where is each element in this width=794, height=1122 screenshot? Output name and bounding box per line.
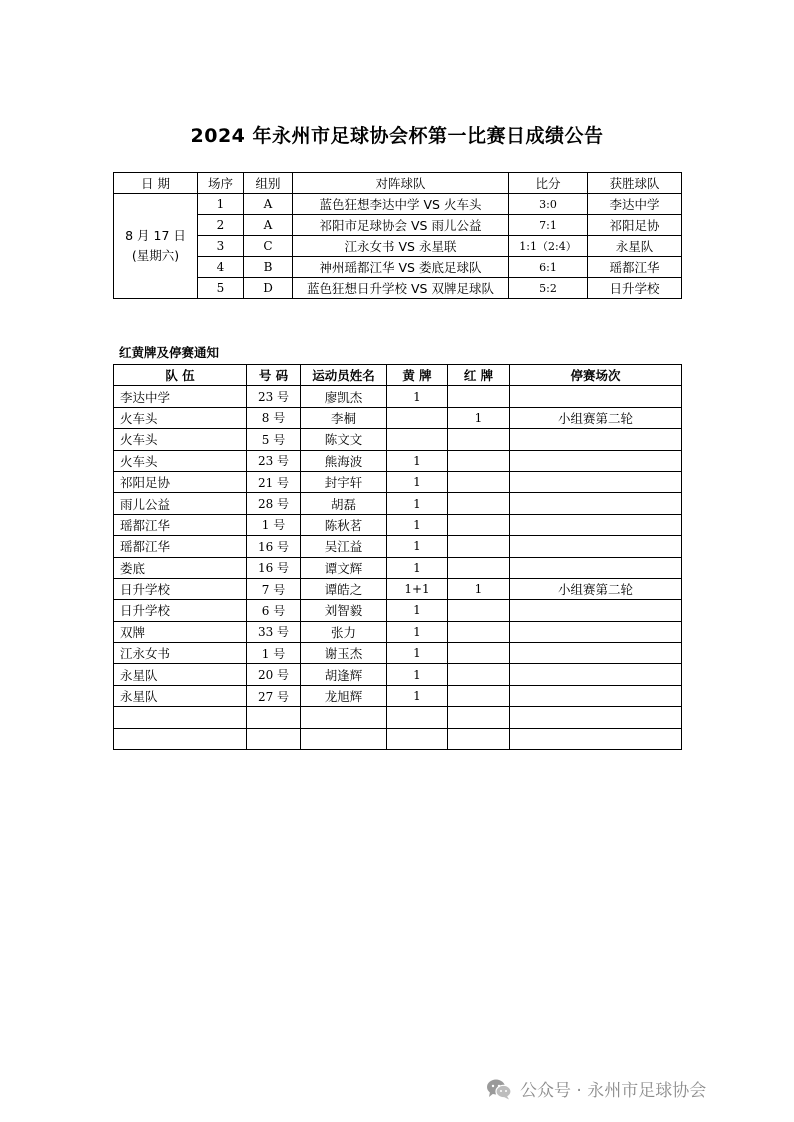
- suspension: [510, 450, 682, 471]
- match-score: 6:1: [509, 257, 588, 278]
- red-cards: [448, 536, 510, 557]
- player-name: 廖凯杰: [301, 386, 387, 407]
- player-name: 李桐: [301, 407, 387, 428]
- player-number: [247, 707, 301, 728]
- suspension: [510, 493, 682, 514]
- result-row: [114, 194, 682, 215]
- match-group: D: [244, 278, 293, 299]
- footer-text: 公众号 · 永州市足球协会: [520, 1081, 707, 1101]
- red-cards: [448, 728, 510, 749]
- player-number: 27 号: [247, 685, 301, 706]
- yellow-cards: [387, 429, 448, 450]
- card-row: [114, 600, 682, 621]
- red-cards: [448, 493, 510, 514]
- yellow-cards: 1: [387, 621, 448, 642]
- player-team: 雨儿公益: [114, 493, 247, 514]
- suspension: [510, 429, 682, 450]
- card-row: [114, 429, 682, 450]
- header-match-no: 场序: [198, 173, 244, 194]
- red-cards: 1: [448, 407, 510, 428]
- player-number: 23 号: [247, 386, 301, 407]
- yellow-cards: 1: [387, 493, 448, 514]
- suspension: [510, 557, 682, 578]
- suspension: 小组赛第二轮: [510, 578, 682, 599]
- yellow-cards: 1: [387, 643, 448, 664]
- match-group: C: [244, 236, 293, 257]
- matchup: 祁阳市足球协会 VS 雨儿公益: [293, 215, 509, 236]
- card-row: [114, 707, 682, 728]
- red-cards: [448, 386, 510, 407]
- player-number: 8 号: [247, 407, 301, 428]
- result-row: [114, 278, 682, 299]
- red-cards: [448, 471, 510, 492]
- header-group: 组别: [244, 173, 293, 194]
- player-number: 21 号: [247, 471, 301, 492]
- player-number: 33 号: [247, 621, 301, 642]
- card-row: [114, 514, 682, 535]
- suspension: [510, 707, 682, 728]
- match-date-day: 8 月 17 日: [125, 228, 186, 243]
- yellow-cards: 1: [387, 685, 448, 706]
- winner: 瑶都江华: [588, 257, 682, 278]
- player-team: 永星队: [114, 664, 247, 685]
- player-name: 熊海波: [301, 450, 387, 471]
- player-name: 龙旭辉: [301, 685, 387, 706]
- card-row: [114, 536, 682, 557]
- red-cards: [448, 514, 510, 535]
- red-cards: [448, 600, 510, 621]
- suspension: [510, 514, 682, 535]
- player-name: 封宇轩: [301, 471, 387, 492]
- player-number: 7 号: [247, 578, 301, 599]
- red-cards: [448, 685, 510, 706]
- suspension: [510, 664, 682, 685]
- header-player-name: 运动员姓名: [301, 365, 387, 386]
- match-date: [114, 194, 198, 299]
- player-name: [301, 707, 387, 728]
- player-number: 28 号: [247, 493, 301, 514]
- cards-section-title: 红黄牌及停赛通知: [119, 345, 220, 360]
- player-number: 16 号: [247, 536, 301, 557]
- result-row: [114, 215, 682, 236]
- yellow-cards: 1: [387, 450, 448, 471]
- player-team: 瑶都江华: [114, 514, 247, 535]
- player-name: 吴江益: [301, 536, 387, 557]
- winner: 祁阳足协: [588, 215, 682, 236]
- match-score: 7:1: [509, 215, 588, 236]
- card-row: [114, 450, 682, 471]
- player-number: 5 号: [247, 429, 301, 450]
- yellow-cards: [387, 707, 448, 728]
- suspension: [510, 386, 682, 407]
- header-score: 比分: [509, 173, 588, 194]
- player-team: 火车头: [114, 450, 247, 471]
- yellow-cards: 1: [387, 557, 448, 578]
- card-row: [114, 493, 682, 514]
- header-number: 号 码: [247, 365, 301, 386]
- header-winner: 获胜球队: [588, 173, 682, 194]
- footer-watermark: [486, 1076, 706, 1101]
- match-score: 5:2: [509, 278, 588, 299]
- page-title: 2024 年永州市足球协会杯第一比赛日成绩公告: [190, 125, 604, 147]
- cards-table: [113, 364, 682, 750]
- matchup: 神州瑶都江华 VS 娄底足球队: [293, 257, 509, 278]
- player-team: 娄底: [114, 557, 247, 578]
- cards-body: [114, 386, 682, 750]
- suspension: [510, 471, 682, 492]
- red-cards: [448, 450, 510, 471]
- card-row: [114, 386, 682, 407]
- suspension: [510, 536, 682, 557]
- match-score: 3:0: [509, 194, 588, 215]
- red-cards: [448, 643, 510, 664]
- wechat-icon: [486, 1078, 512, 1100]
- suspension: [510, 643, 682, 664]
- yellow-cards: 1: [387, 536, 448, 557]
- card-row: [114, 728, 682, 749]
- player-team: 李达中学: [114, 386, 247, 407]
- player-name: 陈文文: [301, 429, 387, 450]
- card-row: [114, 643, 682, 664]
- player-name: 刘智毅: [301, 600, 387, 621]
- match-no: 4: [198, 257, 244, 278]
- match-group: A: [244, 215, 293, 236]
- card-row: [114, 621, 682, 642]
- header-matchup: 对阵球队: [293, 173, 509, 194]
- player-number: 16 号: [247, 557, 301, 578]
- player-team: 日升学校: [114, 600, 247, 621]
- match-score: 1:1（2:4）: [509, 236, 588, 257]
- red-cards: 1: [448, 578, 510, 599]
- result-row: [114, 236, 682, 257]
- player-team: 双牌: [114, 621, 247, 642]
- results-header-row: [114, 173, 682, 194]
- player-name: 谭文辉: [301, 557, 387, 578]
- player-team: [114, 707, 247, 728]
- suspension: [510, 728, 682, 749]
- match-no: 5: [198, 278, 244, 299]
- matchup: 江永女书 VS 永星联: [293, 236, 509, 257]
- yellow-cards: 1: [387, 600, 448, 621]
- player-team: 火车头: [114, 407, 247, 428]
- red-cards: [448, 557, 510, 578]
- winner: 永星队: [588, 236, 682, 257]
- header-red-card: 红 牌: [448, 365, 510, 386]
- player-team: 日升学校: [114, 578, 247, 599]
- matchup: 蓝色狂想日升学校 VS 双牌足球队: [293, 278, 509, 299]
- header-suspension: 停赛场次: [510, 365, 682, 386]
- player-team: [114, 728, 247, 749]
- cards-header-row: [114, 365, 682, 386]
- card-row: [114, 471, 682, 492]
- red-cards: [448, 707, 510, 728]
- player-team: 火车头: [114, 429, 247, 450]
- winner: 李达中学: [588, 194, 682, 215]
- player-team: 永星队: [114, 685, 247, 706]
- match-no: 1: [198, 194, 244, 215]
- yellow-cards: 1: [387, 386, 448, 407]
- player-number: 1 号: [247, 514, 301, 535]
- card-row: [114, 664, 682, 685]
- header-yellow-card: 黄 牌: [387, 365, 448, 386]
- player-team: 江永女书: [114, 643, 247, 664]
- player-number: 6 号: [247, 600, 301, 621]
- header-team: 队 伍: [114, 365, 247, 386]
- red-cards: [448, 429, 510, 450]
- card-row: [114, 557, 682, 578]
- suspension: [510, 621, 682, 642]
- yellow-cards: 1: [387, 471, 448, 492]
- header-date: 日 期: [114, 173, 198, 194]
- matchup: 蓝色狂想李达中学 VS 火车头: [293, 194, 509, 215]
- card-row: [114, 578, 682, 599]
- match-group: B: [244, 257, 293, 278]
- suspension: 小组赛第二轮: [510, 407, 682, 428]
- player-team: 祁阳足协: [114, 471, 247, 492]
- match-no: 3: [198, 236, 244, 257]
- winner: 日升学校: [588, 278, 682, 299]
- player-number: 23 号: [247, 450, 301, 471]
- card-row: [114, 685, 682, 706]
- yellow-cards: [387, 728, 448, 749]
- yellow-cards: [387, 407, 448, 428]
- player-number: 20 号: [247, 664, 301, 685]
- suspension: [510, 685, 682, 706]
- player-name: 胡逢辉: [301, 664, 387, 685]
- card-row: [114, 407, 682, 428]
- match-group: A: [244, 194, 293, 215]
- yellow-cards: 1: [387, 664, 448, 685]
- player-name: 陈秋茗: [301, 514, 387, 535]
- yellow-cards: 1: [387, 514, 448, 535]
- player-name: 谢玉杰: [301, 643, 387, 664]
- player-team: 瑶都江华: [114, 536, 247, 557]
- player-name: 张力: [301, 621, 387, 642]
- player-name: 谭皓之: [301, 578, 387, 599]
- result-row: [114, 257, 682, 278]
- red-cards: [448, 621, 510, 642]
- match-date-weekday: (星期六): [131, 248, 180, 263]
- red-cards: [448, 664, 510, 685]
- match-no: 2: [198, 215, 244, 236]
- results-table: [113, 172, 682, 299]
- player-number: 1 号: [247, 643, 301, 664]
- player-name: 胡磊: [301, 493, 387, 514]
- player-number: [247, 728, 301, 749]
- player-name: [301, 728, 387, 749]
- suspension: [510, 600, 682, 621]
- yellow-cards: 1+1: [387, 578, 448, 599]
